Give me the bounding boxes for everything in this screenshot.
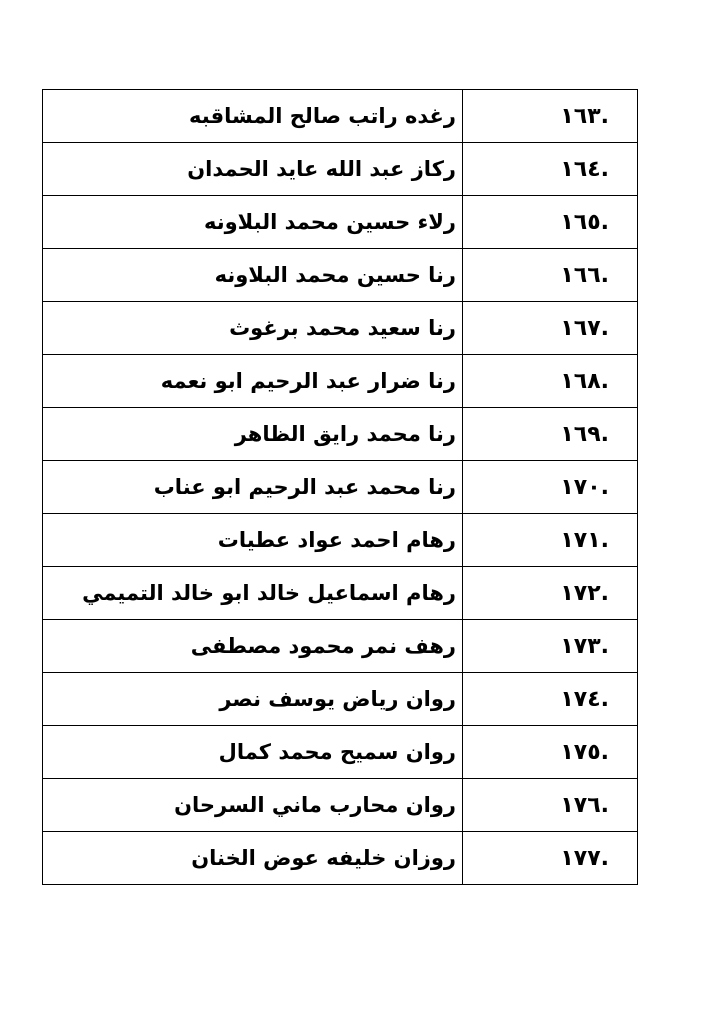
- row-name: رهف نمر محمود مصطفى: [43, 620, 463, 673]
- row-name: روزان خليفه عوض الخنان: [43, 832, 463, 885]
- row-name: رهام اسماعيل خالد ابو خالد التميمي: [43, 567, 463, 620]
- row-number: .١٦٩: [463, 408, 638, 461]
- table-row: [43, 726, 638, 779]
- table-row: [43, 514, 638, 567]
- table-row: [43, 461, 638, 514]
- row-name: روان محارب ماني السرحان: [43, 779, 463, 832]
- row-number: .١٧٢: [463, 567, 638, 620]
- table-row: [43, 832, 638, 885]
- row-number: .١٧٤: [463, 673, 638, 726]
- row-number: .١٦٨: [463, 355, 638, 408]
- table-row: [43, 673, 638, 726]
- table-row: [43, 408, 638, 461]
- row-name: رنا سعيد محمد برغوث: [43, 302, 463, 355]
- names-table: [42, 89, 638, 885]
- table-row: [43, 249, 638, 302]
- row-number: .١٧١: [463, 514, 638, 567]
- row-number: .١٧٠: [463, 461, 638, 514]
- row-name: رنا ضرار عبد الرحيم ابو نعمه: [43, 355, 463, 408]
- table-row: [43, 620, 638, 673]
- row-name: ركاز عبد الله عايد الحمدان: [43, 143, 463, 196]
- row-name: رغده راتب صالح المشاقبه: [43, 90, 463, 143]
- row-name: روان سميح محمد كمال: [43, 726, 463, 779]
- row-name: رنا محمد رايق الظاهر: [43, 408, 463, 461]
- row-number: .١٧٥: [463, 726, 638, 779]
- table-row: [43, 567, 638, 620]
- row-name: رهام احمد عواد عطيات: [43, 514, 463, 567]
- row-number: .١٦٥: [463, 196, 638, 249]
- table-row: [43, 779, 638, 832]
- row-name: رنا محمد عبد الرحيم ابو عناب: [43, 461, 463, 514]
- table-row: [43, 196, 638, 249]
- table-row: [43, 355, 638, 408]
- row-number: .١٦٦: [463, 249, 638, 302]
- row-name: روان رياض يوسف نصر: [43, 673, 463, 726]
- row-number: .١٦٧: [463, 302, 638, 355]
- row-name: رنا حسين محمد البلاونه: [43, 249, 463, 302]
- row-number: .١٧٣: [463, 620, 638, 673]
- table-row: [43, 90, 638, 143]
- row-number: .١٧٦: [463, 779, 638, 832]
- table-row: [43, 302, 638, 355]
- row-number: .١٦٤: [463, 143, 638, 196]
- row-number: .١٧٧: [463, 832, 638, 885]
- row-name: رلاء حسين محمد البلاونه: [43, 196, 463, 249]
- row-number: .١٦٣: [463, 90, 638, 143]
- table-row: [43, 143, 638, 196]
